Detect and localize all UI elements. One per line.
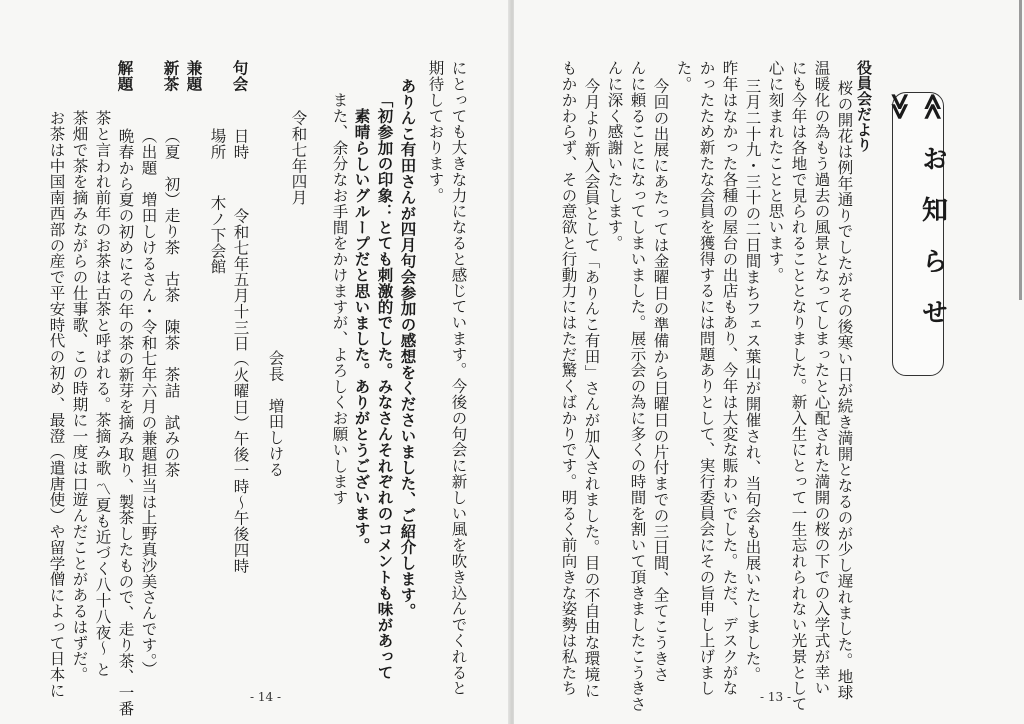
page-number-13: - 13 - — [760, 690, 792, 704]
page-number-14: - 14 - — [250, 690, 282, 704]
left-body-line-2: 期待しております。 — [426, 60, 445, 204]
kaidai-line-3: 茶畑で茶を摘みながらの仕事歌、この時期に一度は口遊んだことがあるはずだ。 — [70, 110, 89, 683]
right-body-line-9: 今回の出展にあたっては金曜日の準備から日曜日の片付までの三日間、全てこうきさ — [651, 78, 670, 683]
right-body-line-4: 心に刻まれたことと思います。 — [766, 60, 785, 283]
kaidai-line-4: お茶は中国南西部の産で平安時代の初め、最澄（遣唐使）や留学僧によって日本に — [47, 110, 66, 699]
kendai-kigo-value: （夏 初）走り茶 古茶 陳茶 茶詰 試みの茶 — [162, 128, 181, 478]
bold-line-1: ありんこ有田さんが四月句会参加の感想をくださいました、ご紹介します。 — [398, 78, 418, 619]
closing-line: また、余分なお手間をかけますが、よろしくお願いします — [330, 92, 349, 506]
right-body-line-1: 桜の開花は例年通りでしたがその後寒い日が続き満開となるのが少し遅れました。地球 — [835, 80, 854, 701]
kaidai-line-2: 茶と言われ前年のお茶は古茶と呼ばれる。茶摘み歌 〽夏も近づく八十八夜〜 と — [93, 110, 112, 678]
kukai-date-value: 令和七年五月十三日（火曜日）午後一時〜午後四時 — [231, 208, 250, 574]
right-body-line-5: 三月二十九・三十の二日間まちフェス葉山が開催され、当句会も出展いたしました。 — [743, 78, 762, 683]
kukai-label: 句会 — [230, 60, 250, 92]
letter-date: 令和七年四月 — [289, 110, 308, 206]
right-body-line-10: んに頼ることになってしまいました。展示会の為に多くの時間を割いて頂きましたこうきさ — [628, 60, 647, 712]
bold-line-3: 素晴らしいグループだと思いました。ありがとうございます。 — [352, 108, 372, 554]
kendai-setter: （出題 増田しけるさん・令和七年六月の兼題担当は上野真沙美さんです。） — [139, 128, 158, 677]
notice-title-box — [884, 92, 948, 376]
section-heading: 役員会だより — [855, 60, 873, 153]
kukai-place-value: 木ノ下会館 — [208, 195, 227, 275]
kukai-date-label: 日時 — [231, 128, 250, 160]
right-body-line-13: もかかわらず、その意欲と行動力にはただ驚くばかりです。明るく前向きな姿勢は私たち — [559, 60, 578, 696]
right-body-line-3: にも今年は各地で見られることとなりました。新入生にとって一生忘れられない光景として — [789, 60, 808, 712]
right-body-line-2: 温暖化の為もう過去の風景となってしまったと心配された満開の桜の下での入学式が幸い — [812, 60, 831, 696]
right-body-line-7: かったため新たな会員を獲得するには問題ありとして、実行委員会にその旨申し上げまし — [697, 60, 716, 696]
right-body-line-12: 今月より新入会員として「ありんこ有田」さんが加入されました。目の不自由な環境に — [582, 78, 601, 699]
left-body-line-1: にとっても大きな力になると感じています。今後の句会に新しい風を吹き込んでくれると — [449, 60, 468, 696]
right-body-line-6: 昨年はなかった各種の屋台の出店もあり、今年は大変な賑わいでした。ただ、デスクがな — [720, 60, 739, 696]
kaidai-label: 解題 — [115, 60, 135, 92]
signature: 会長 増田しける — [266, 350, 285, 478]
kendai-label: 兼題 — [184, 60, 204, 92]
notice-title: ≪ お 知 ら せ ≫ — [884, 93, 948, 333]
right-body-line-8: た。 — [674, 60, 693, 92]
right-body-line-11: んに深く感謝いたします。 — [605, 60, 624, 251]
scan-edge-shadow — [1019, 0, 1022, 300]
kaidai-line-1: 晩春から夏の初めにその年の茶の新芽を摘み取り、製茶したもので、走り茶、一番 — [116, 128, 135, 717]
kendai-kigo-label: 新茶 — [161, 60, 181, 92]
kukai-place-label: 場所 — [208, 128, 227, 160]
bold-line-2: 「初参加の印象：とても刺激的でした。みなさんそれぞれのコメントも味があって — [375, 92, 395, 681]
